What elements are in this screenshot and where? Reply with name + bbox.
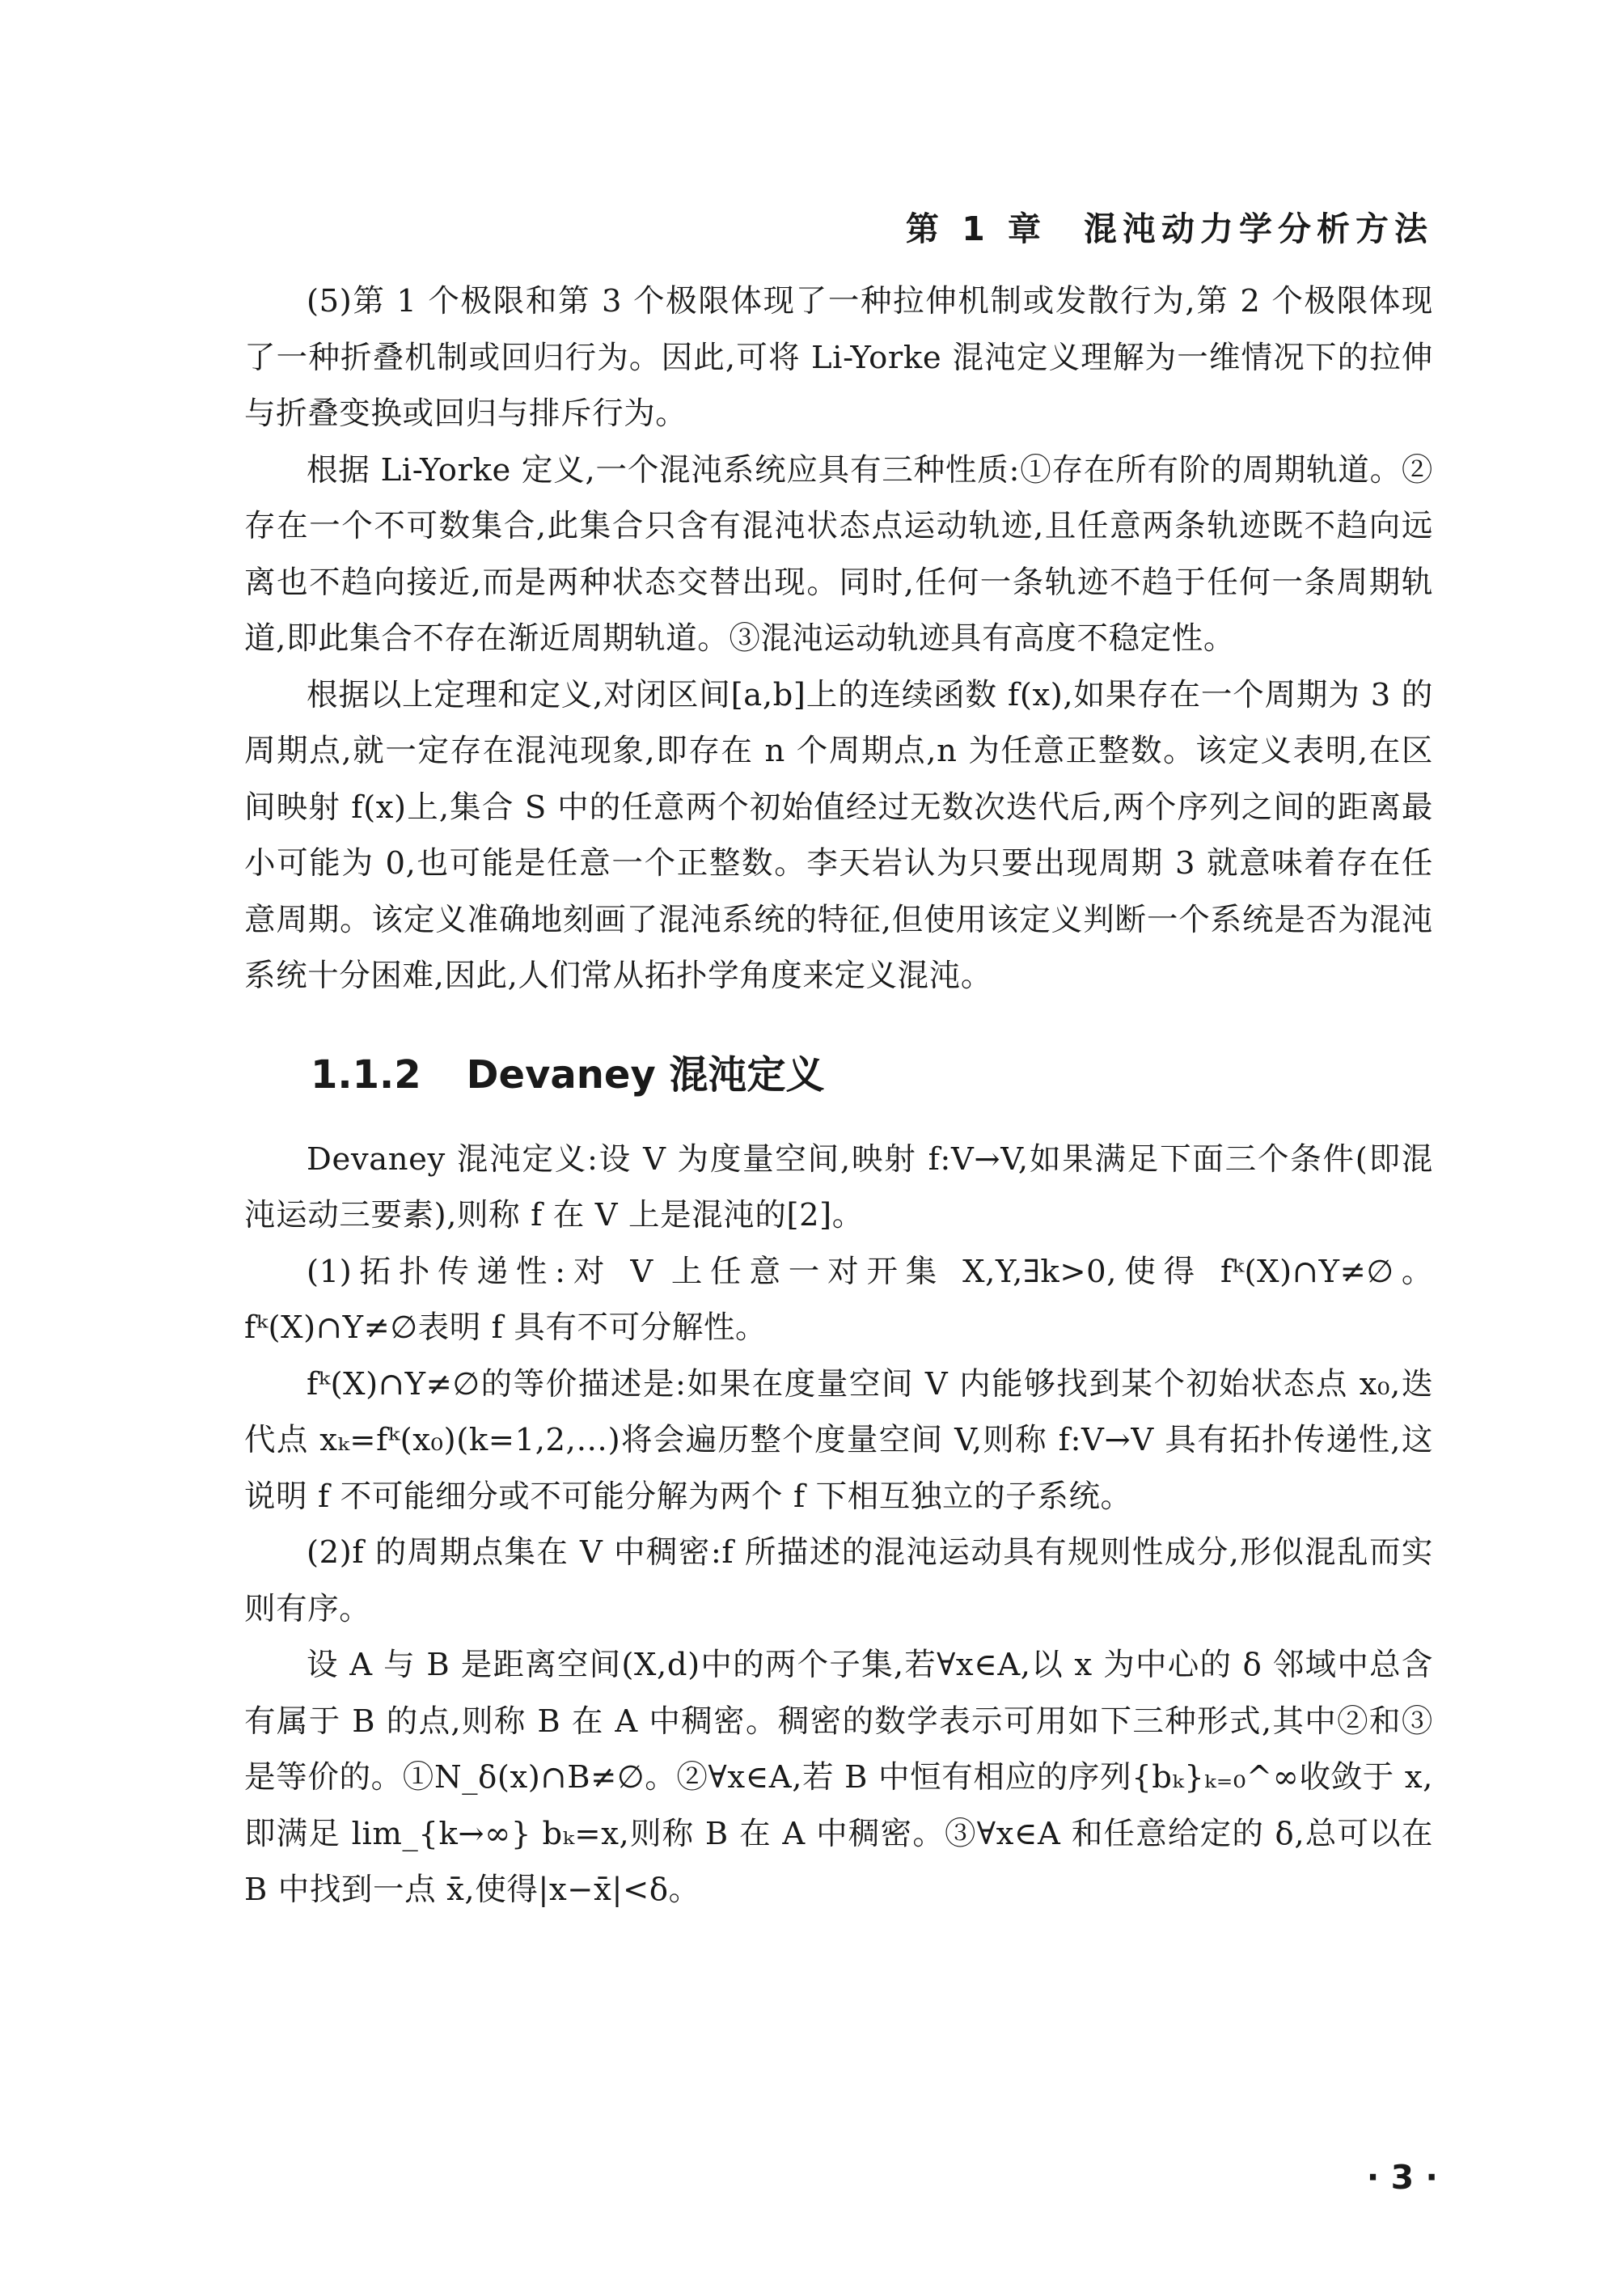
body-paragraph: Devaney 混沌定义:设 V 为度量空间,映射 f:V→V,如果满足下面三个条件(即混沌运动三要素),则称 f 在 V 上是混沌的[2]。 bbox=[244, 1140, 1433, 1233]
section-title: Devaney 混沌定义 bbox=[466, 1051, 825, 1098]
body-paragraph: (2)f 的周期点集在 V 中稠密:f 所描述的混沌运动具有规则性成分,形似混乱而实则有序。 bbox=[244, 1534, 1433, 1627]
section-heading bbox=[311, 1043, 1433, 1099]
running-head-chapter: 第 1 章 bbox=[905, 209, 1047, 248]
body-paragraph: (5)第 1 个极限和第 3 个极限体现了一种拉伸机制或发散行为,第 2 个极限体现了一种折叠机制或回归行为。因此,可将 Li-Yorke 混沌定义理解为一维情况下的拉伸与折叠变换或回归与排斥行为。 bbox=[244, 283, 1433, 432]
body-paragraph: 根据以上定理和定义,对闭区间[a,b]上的连续函数 f(x),如果存在一个周期为 3 的周期点,就一定存在混沌现象,即存在 n 个周期点,n 为任意正整数。该定义表明,在区间映射 f(x)上,集合 S 中的任意两个初始值经过无数次迭代后,两个序列之间的距离最小可能为 0,也可能是任意一个正整数。李天岩认为只要出现周期 3 就意味着存在任意周期。该定义准确地刻画了混沌系统的特征,但使用该定义判断一个系统是否为混沌系统十分困难,因此,人们常从拓扑学角度来定义混沌。 bbox=[244, 676, 1433, 994]
body-paragraph: (1)拓扑传递性:对 V 上任意一对开集 X,Y,∃k>0,使得 fᵏ(X)∩Y≠∅。fᵏ(X)∩Y≠∅表明 f 具有不可分解性。 bbox=[244, 1253, 1433, 1346]
page-body bbox=[244, 273, 1433, 1919]
section-number: 1.1.2 bbox=[311, 1051, 421, 1098]
running-head bbox=[906, 202, 1433, 250]
body-paragraph: 设 A 与 B 是距离空间(X,d)中的两个子集,若∀x∈A,以 x 为中心的 δ 邻域中总含有属于 B 的点,则称 B 在 A 中稠密。稠密的数学表示可用如下三种形式,其中②和③是等价的。①N_δ(x)∩B≠∅。②∀x∈A,若 B 中恒有相应的序列{bₖ}ₖ₌₀^∞收敛于 x,即满足 lim_{k→∞} bₖ=x,则称 B 在 A 中稠密。③∀x∈A 和任意给定的 δ,总可以在 B 中找到一点 x̄,使得|x−x̄|<δ。 bbox=[244, 1647, 1433, 1908]
body-paragraph: 根据 Li-Yorke 定义,一个混沌系统应具有三种性质:①存在所有阶的周期轨道。②存在一个不可数集合,此集合只含有混沌状态点运动轨迹,且任意两条轨迹既不趋向远离也不趋向接近,而是两种状态交替出现。同时,任何一条轨迹不趋于任何一条周期轨道,即此集合不存在渐近周期轨道。③混沌运动轨迹具有高度不稳定性。 bbox=[244, 451, 1433, 657]
page-number: · 3 · bbox=[1366, 2158, 1438, 2197]
running-head-title: 混沌动力学分析方法 bbox=[1084, 209, 1433, 248]
body-paragraph: fᵏ(X)∩Y≠∅的等价描述是:如果在度量空间 V 内能够找到某个初始状态点 x₀,迭代点 xₖ=fᵏ(x₀)(k=1,2,…)将会遍历整个度量空间 V,则称 f:V→V 具有拓扑传递性,这说明 f 不可能细分或不可能分解为两个 f 下相互独立的子系统。 bbox=[244, 1365, 1433, 1515]
